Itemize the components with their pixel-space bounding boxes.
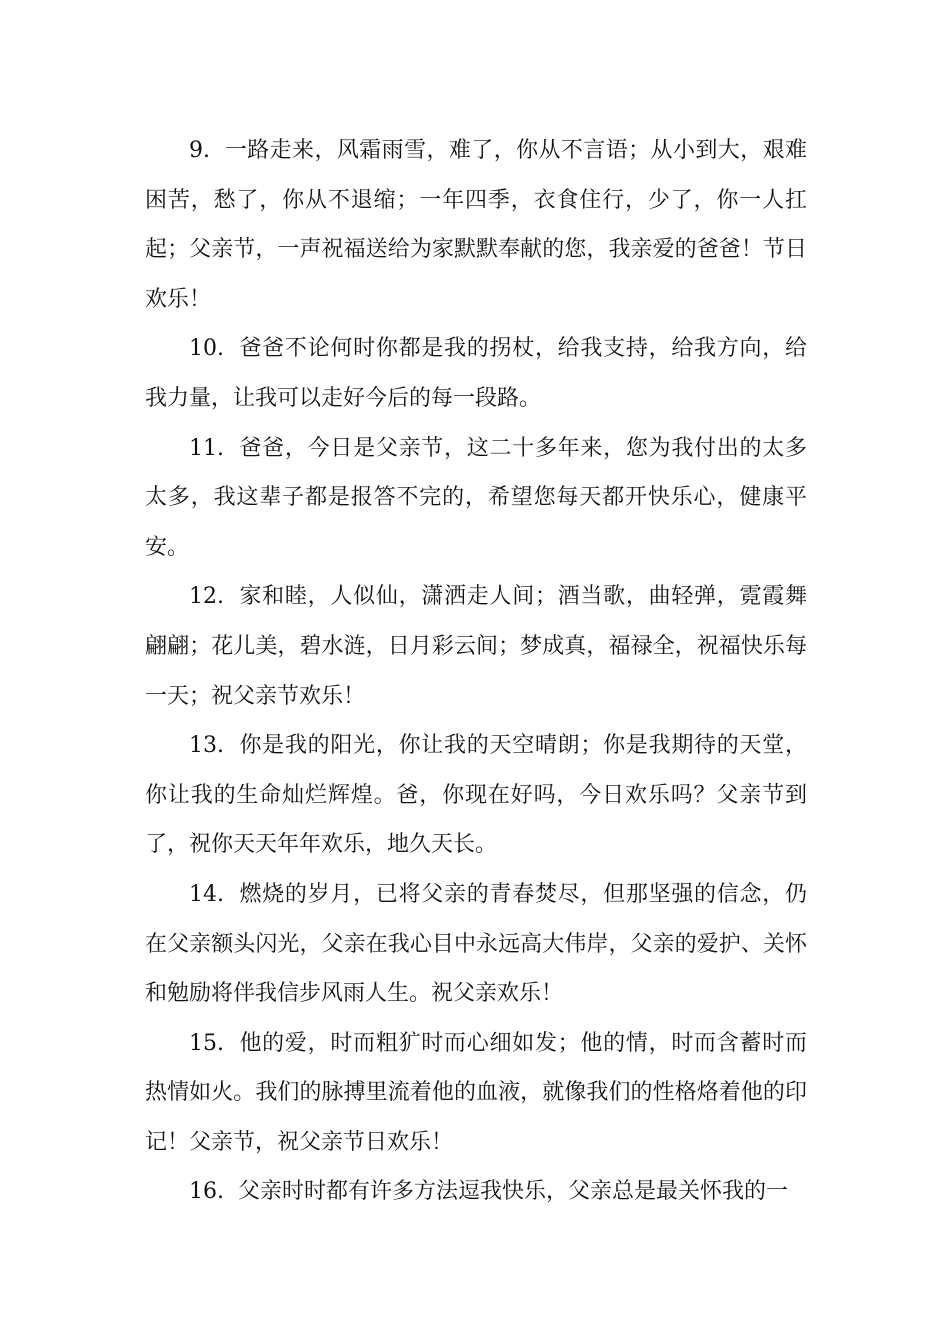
paragraph-text: 一路走来，风霜雨雪，难了，你从不言语；从小到大，艰难困苦，愁了，你从不退缩；一年四季，衣食住行，少了，你一人扛起；父亲节，一声祝福送给为家默默奉献的您，我亲爱的爸爸！节日欢乐！ (145, 138, 807, 312)
paragraph-text: 爸爸不论何时你都是我的拐杖，给我支持，给我方向，给我力量，让我可以走好今后的每一段路。 (145, 336, 807, 411)
paragraph-number: 11. (189, 435, 224, 461)
paragraph-13 (145, 721, 807, 870)
paragraph-text: 父亲时时都有许多方法逗我快乐，父亲总是最关怀我的一 (238, 1179, 789, 1205)
paragraph-number: 10. (189, 336, 224, 362)
document-body (145, 126, 807, 1217)
paragraph-11 (145, 424, 807, 573)
paragraph-number: 14. (189, 881, 224, 907)
paragraph-14 (145, 870, 807, 1019)
paragraph-text: 爸爸，今日是父亲节，这二十多年来，您为我付出的太多太多，我这辈子都是报答不完的，希望您每天都开快乐心，健康平安。 (145, 435, 807, 560)
paragraph-9 (145, 126, 807, 324)
paragraph-10 (145, 324, 807, 423)
paragraph-text: 家和睦，人似仙，潇洒走人间；酒当歌，曲轻弹，霓霞舞翩翩；花儿美，碧水涟，日月彩云间；梦成真，福禄全，祝福快乐每一天；祝父亲节欢乐！ (145, 584, 807, 709)
paragraph-text: 他的爱，时而粗犷时而心细如发；他的情，时而含蓄时而热情如火。我们的脉搏里流着他的血液，就像我们的性格烙着他的印记！父亲节，祝父亲节日欢乐！ (145, 1030, 807, 1155)
paragraph-15 (145, 1019, 807, 1168)
paragraph-text: 燃烧的岁月，已将父亲的青春焚尽，但那坚强的信念，仍在父亲额头闪光，父亲在我心目中永远高大伟岸，父亲的爱护、关怀和勉励将伴我信步风雨人生。祝父亲欢乐！ (145, 881, 807, 1007)
paragraph-number: 12. (189, 584, 224, 610)
paragraph-number: 9. (189, 138, 210, 163)
paragraph-number: 15. (189, 1030, 224, 1056)
paragraph-16 (145, 1167, 807, 1217)
paragraph-number: 13. (189, 733, 224, 759)
paragraph-number: 16. (189, 1179, 224, 1205)
paragraph-text: 你是我的阳光，你让我的天空晴朗；你是我期待的天堂，你让我的生命灿烂辉煌。爸，你现在好吗，今日欢乐吗？父亲节到了，祝你天天年年欢乐，地久天长。 (145, 733, 807, 858)
paragraph-12 (145, 572, 807, 721)
